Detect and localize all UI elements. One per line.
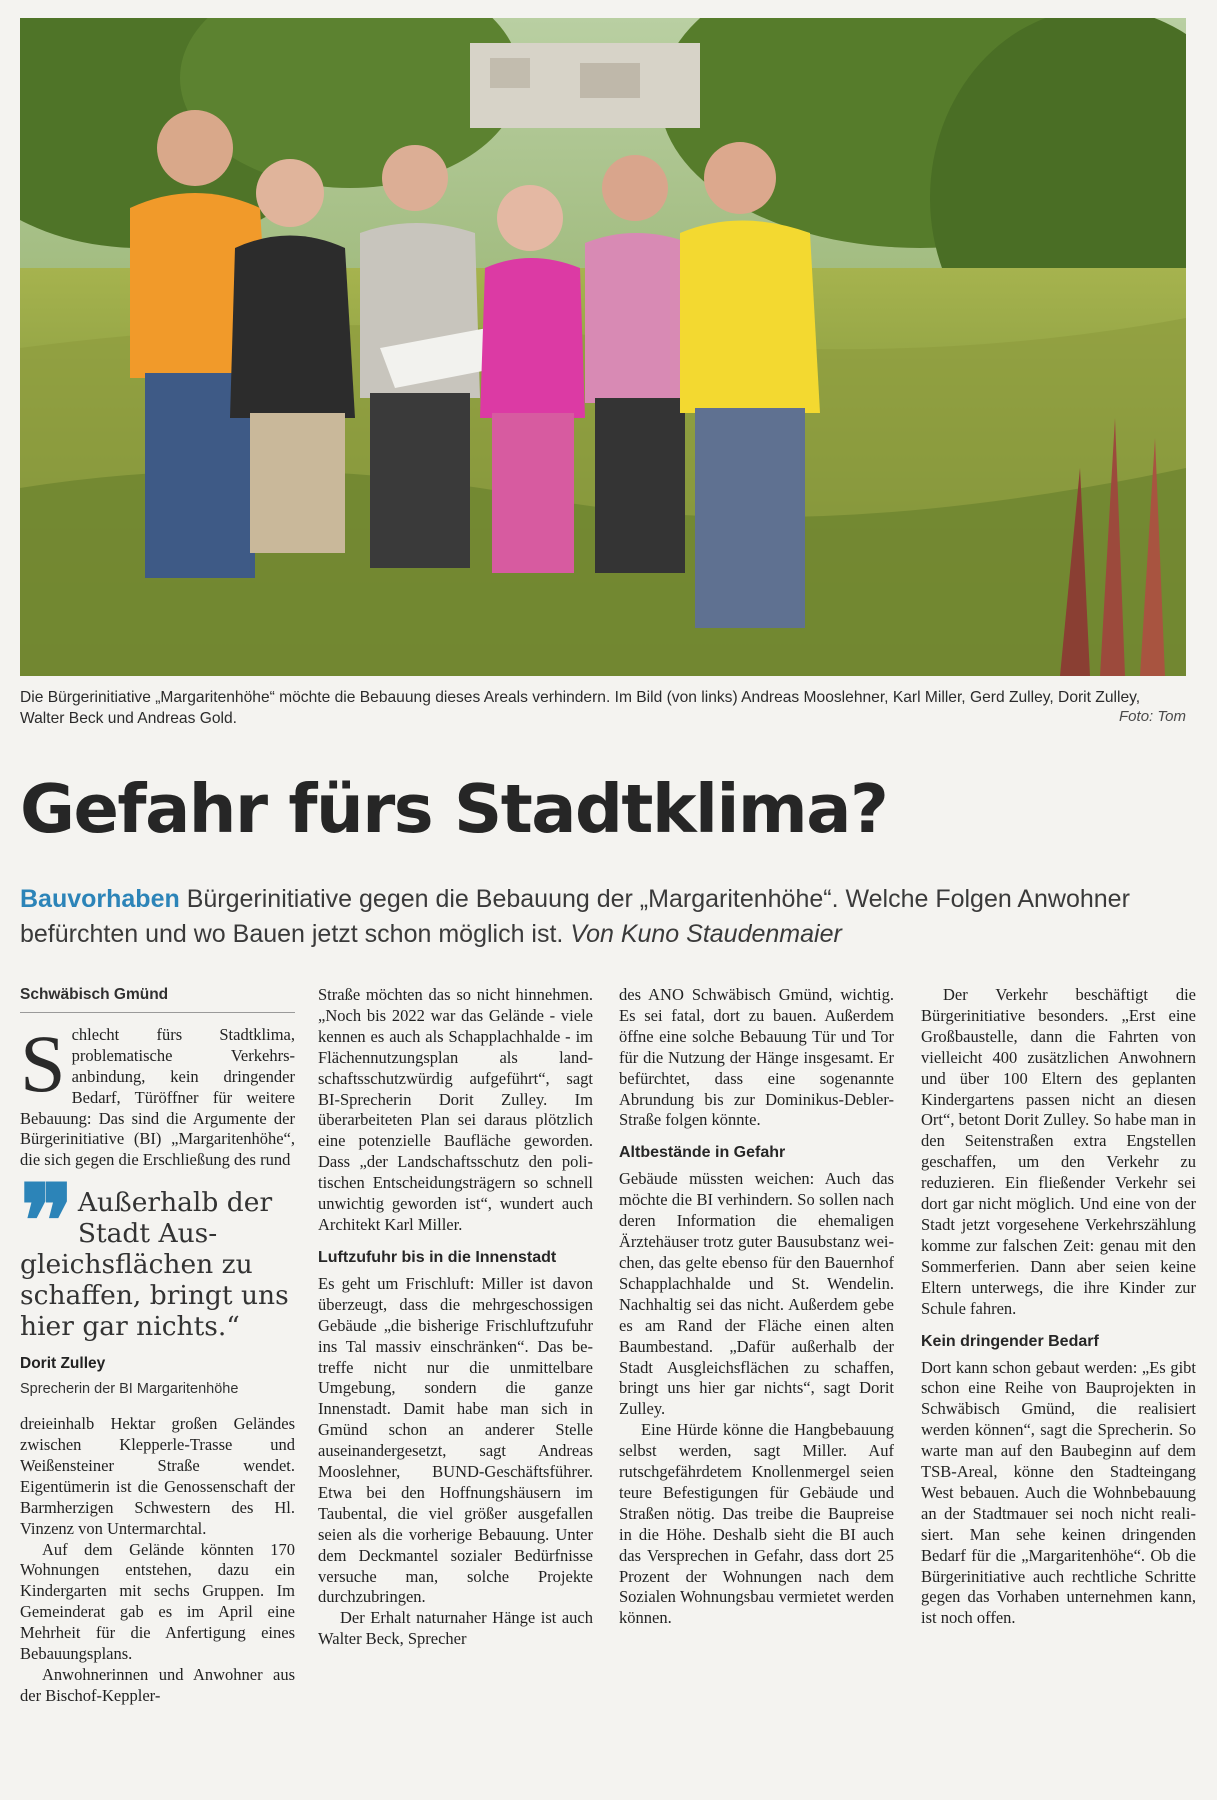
paragraph xyxy=(20,1017,295,1171)
paragraph-text: chlecht fürs Stadtklima, problematische Verkehrsanbindung, kein dringender Bedarf, Türöffner für weitere Bebauung: Das sind die Argumente der Bürgerinitiative (BI) „Margaritenhöhe“, die sich gegen die Erschließung des rund xyxy=(20,1024,295,1170)
quote-role: Sprecherin der BI Margaritenhöhe xyxy=(20,1381,239,1398)
kicker: Bauvorhaben xyxy=(20,885,180,913)
quote-author: Dorit Zulley xyxy=(20,1355,106,1373)
quote-text: Außerhalb der Stadt Ausgleichsflächen zu schaffen, bringt uns hier gar nichts.“ xyxy=(20,1187,289,1343)
column-2 xyxy=(318,985,593,1650)
paragraph: Der Erhalt naturnaher Hänge ist auch Walter Beck, Sprecher xyxy=(318,1608,593,1649)
byline: Von Kuno Staudenmaier xyxy=(570,920,842,948)
paragraph: Es geht um Frischluft: Miller ist davon überzeugt, dass die mehrgeschossigen Gebäude „die bisherige Frischluftzufuhr ins Tal massiv einschränken“. Das betreffe nicht nur die unmittelbare Umgebung, sondern die ganze Innenstadt. Damit habe man sich in Gmünd schon an anderer Stelle auseinandergesetzt, sagt Andreas Mooslehner, BUND-Geschäftsführer. Etwa bei den Hoffnungshäusern im Taubental, die viel größer ausgefallen seien als die vorherige Bebauung. Unter dem Deckmantel sozialer Bedürfnisse versuche man, solche Projekte durchzubringen. xyxy=(318,1273,593,1607)
dateline: Schwäbisch Gmünd xyxy=(20,985,295,1013)
drop-cap: S xyxy=(20,1017,66,1109)
paragraph: des ANO Schwäbisch Gmünd, wichtig. Es sei fatal, dort zu bauen. Außerdem öffne eine solche Bebauung Tür und Tor für die Nutzung der Hänge insgesamt. Er befürchtet, dass eine sogenannte Abrundung bis zur Dominikus-Debler-Straße folgen könnte. xyxy=(619,985,894,1130)
article-photo xyxy=(20,18,1186,676)
subheading: Luftzufuhr bis in die Innenstadt xyxy=(318,1248,557,1266)
photo-credit: Foto: Tom xyxy=(1119,708,1186,725)
pull-quote xyxy=(20,1167,295,1400)
paragraph: Dort kann schon gebaut werden: „Es gibt schon eine Reihe von Bauprojekten in Schwäbisch Gmünd, die realisiert werden können“, sagt die Sprecherin. So warte man auf den Baubeginn auf dem TSB-Areal, könne den Stadteingang West bebauen. Auch die Wohnbebauung an der Stadtmauer sei noch nicht realisiert. Man sehe keinen dringenden Bedarf für die „Margaritenhöhe“. Ob die Bürgerinitiative auch rechtliche Schritte gegen das Vorhaben unternehmen kann, ist noch offen. xyxy=(921,1357,1196,1628)
paragraph: dreieinhalb Hektar großen Geländes zwischen Klepperle-Trasse und Weißensteiner Straße wendet. Eigentümerin ist die Genossenschaft der Barmherzigen Schwestern des Hl. Vinzenz von Untermarchtal. xyxy=(20,1414,295,1538)
paragraph: Auf dem Gelände könnten 170 Wohnungen entstehen, dazu ein Kindergarten mit sechs Gruppen. Im Gemeinderat gab es im April eine Mehrheit für die Anfertigung eines Bebauungsplans. xyxy=(20,1539,295,1664)
paragraph: Der Verkehr beschäftigt die Bürgerinitiative besonders. „Erst eine Großbaustelle, dann die Fahrten von vielleicht 400 zusätzlichen Anwohnern und über 100 Eltern des geplanten Kindergartens passen nicht an diesen Ort“, betont Dorit Zulley. So habe man in den Seitenstraßen extra Engstellen geschaffen, um den Verkehr zu reduzieren. Ein fließender Verkehr sei dort gar nicht möglich. Und eine von der Stadt jetzt vorgesehene Verkehrszählung komme zur falschen Zeit: genau mit den Sommerferien. Dann aber seien keine Eltern unterwegs, die ihre Kinder zur Schule fahren. xyxy=(921,985,1196,1318)
column-1 xyxy=(20,985,295,1707)
group-photo-illustration xyxy=(20,18,1186,676)
deck-text: Bürgerinitiative gegen die Bebauung der „Margaritenhöhe“. Welche Folgen Anwohner befürchten und wo Bauen jetzt schon möglich ist. xyxy=(20,885,1130,948)
headline: Gefahr fürs Stadtklima? xyxy=(20,770,888,848)
column-3 xyxy=(619,985,894,1629)
subheading: Altbestände in Gefahr xyxy=(619,1144,786,1162)
article-deck xyxy=(20,882,1195,952)
photo-caption: Die Bürgerinitiative „Margaritenhöhe“ möchte die Bebauung dieses Areals verhindern. Im Bild (von links) Andreas Mooslehner, Karl Miller, Gerd Zulley, Dorit Zulley, Walter Beck und Andreas Gold. xyxy=(20,689,1141,727)
paragraph: Anwohnerinnen und Anwohner aus der Bischof-Keppler- xyxy=(20,1664,295,1705)
subheading: Kein dringender Bedarf xyxy=(921,1332,1099,1350)
paragraph: Gebäude müssten weichen: Auch das möchte die BI verhindern. So sollen nach deren Information die ehemaligen Ärztehäuser trotz guter Bausubstanz weichen, das gelte ebenso für den Bauernhof Schapplachhalde und St. Wendelin. Nachhaltig sei das nicht. Außerdem gebe es am Rand der Fläche einen alten Baumbestand. „Dafür außerhalb der Stadt Ausgleichsflächen zu schaffen, bringt uns hier gar nichts“, sagt Dorit Zulley. xyxy=(619,1169,894,1419)
column-4 xyxy=(921,985,1196,1629)
quote-mark-icon: ❞ xyxy=(20,1167,68,1279)
paragraph: Eine Hürde könne die Hangbebauung selbst werden, sagt Miller. Auf rutschgefährdetem Knollenmergel seien teure Befestigungen für Gebäude und Straßen nötig. Das treibe die Baupreise in die Höhe. Deshalb sieht die BI auch das Versprechen in Gefahr, dass dort 25 Prozent der Wohnungen nach dem Sozialen Wohnungsbau vermietet werden können. xyxy=(619,1420,894,1628)
paragraph: Straße möchten das so nicht hinnehmen. „Noch bis 2022 war das Gelände - viele kennen es auch als Schapplachhalde - im Flächennutzungsplan als landschaftsschutzwürdig aufgeführt“, sagt BI-Sprecherin Dorit Zulley. Im überarbeiteten Plan sei daraus plötzlich eine potenzielle Baufläche geworden. Dass „der Landschaftsschutz den politischen Entscheidungsträgern so schnell unwichtig geworden ist“, wundert auch Architekt Karl Miller. xyxy=(318,985,593,1234)
